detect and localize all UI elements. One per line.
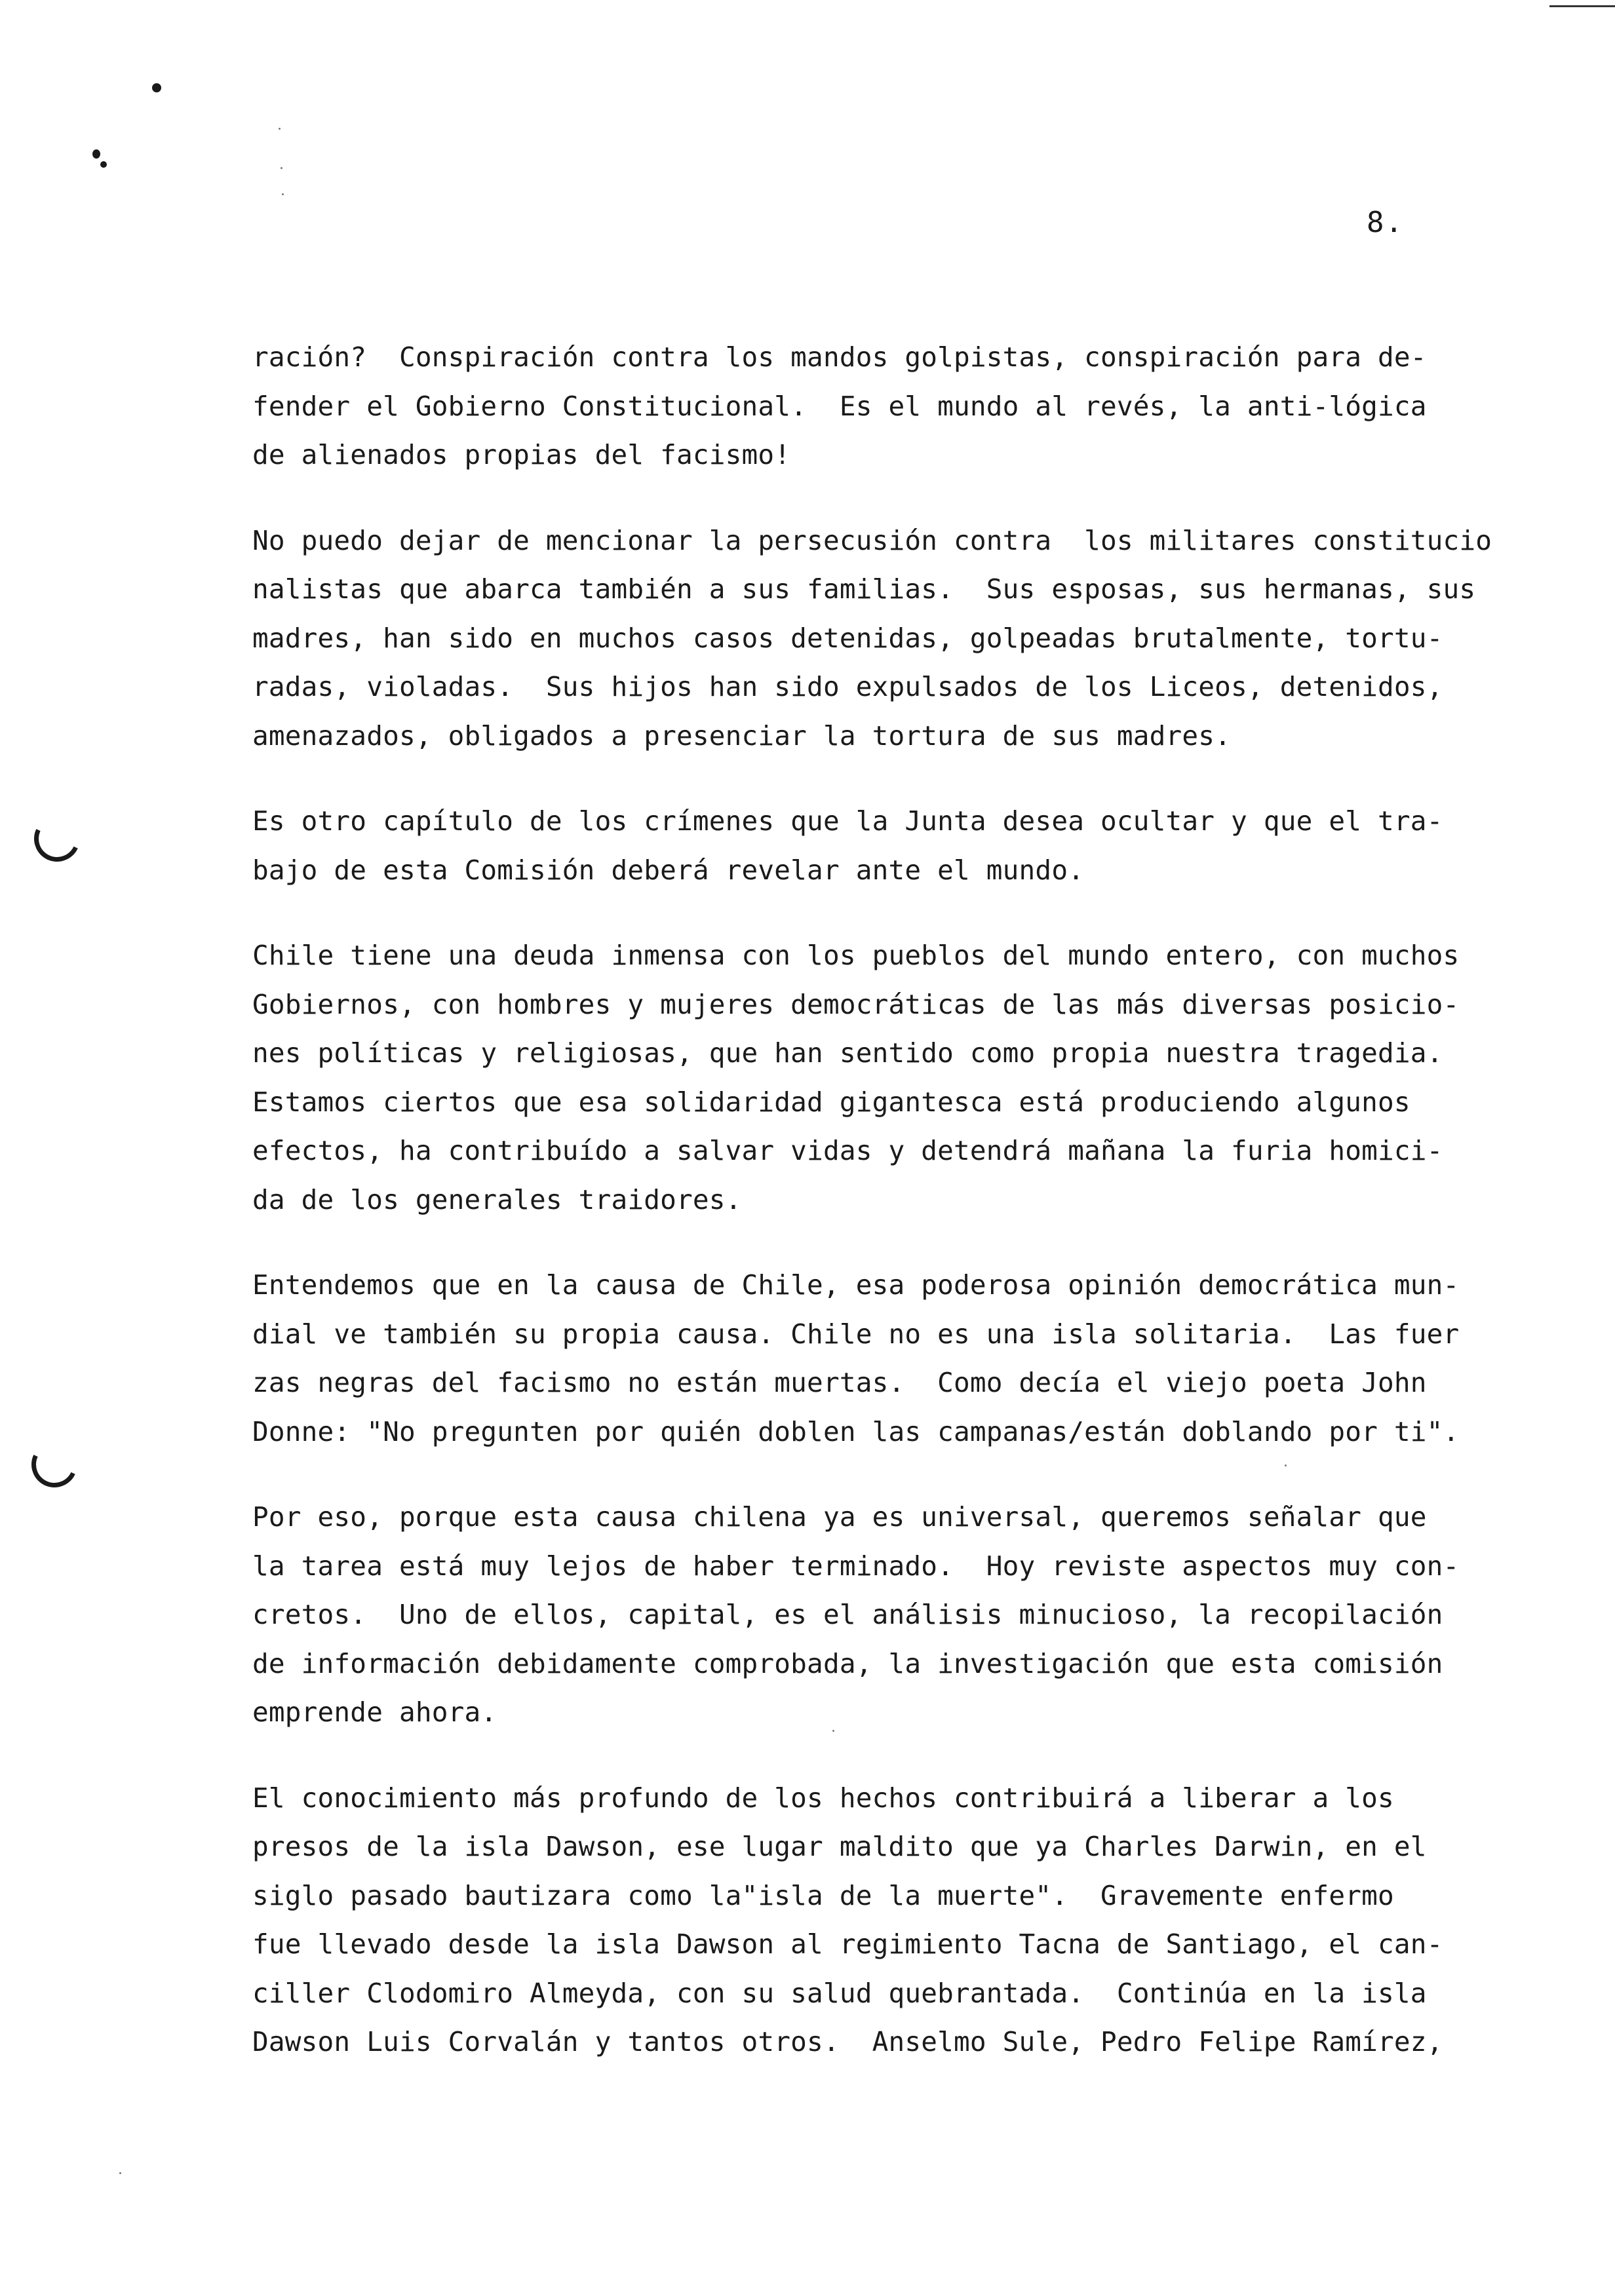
text-line: da de los generales traidores. — [252, 1183, 742, 1215]
text-line: de alienados propias del facismo! — [252, 439, 791, 470]
paragraph — [252, 1493, 1517, 1737]
ink-dot — [100, 161, 107, 168]
text-line: No puedo dejar de mencionar la persecusión contra los militares constitucio — [252, 524, 1492, 556]
paragraph — [252, 1261, 1517, 1456]
text-line: presos de la isla Dawson, ese lugar maldito que ya Charles Darwin, en el — [252, 1831, 1427, 1862]
text-line: Chile tiene una deuda inmensa con los pueblos del mundo entero, con muchos — [252, 940, 1460, 971]
text-line: la tarea está muy lejos de haber terminado. Hoy reviste aspectos muy con- — [252, 1550, 1460, 1582]
text-line: ración? Conspiración contra los mandos golpistas, conspiración para de- — [252, 341, 1427, 373]
page-number: 8. — [1367, 206, 1404, 239]
ink-dot — [152, 83, 161, 92]
punch-hole-mark — [28, 809, 87, 868]
paragraph — [252, 333, 1517, 480]
text-line: siglo pasado bautizara como la"isla de la muerte". Gravemente enfermo — [252, 1879, 1394, 1911]
paragraph — [252, 1774, 1517, 2067]
body-text — [252, 333, 1517, 2103]
text-line: madres, han sido en muchos casos detenidas, golpeadas brutalmente, tortu- — [252, 622, 1443, 654]
text-line: ciller Clodomiro Almeyda, con su salud quebrantada. Continúa en la isla — [252, 1977, 1427, 2009]
paragraph — [252, 931, 1517, 1224]
text-line: Dawson Luis Corvalán y tantos otros. Anselmo Sule, Pedro Felipe Ramírez, — [252, 2026, 1443, 2057]
text-line: fue llevado desde la isla Dawson al regimiento Tacna de Santiago, el can- — [252, 1928, 1443, 1960]
scan-speck — [279, 128, 281, 130]
text-line: Por eso, porque esta causa chilena ya es universal, queremos señalar que — [252, 1501, 1427, 1533]
text-line: zas negras del facismo no están muertas. Como decía el viejo poeta John — [252, 1367, 1427, 1398]
scan-speck — [281, 167, 282, 169]
text-line: radas, violadas. Sus hijos han sido expulsados de los Liceos, detenidos, — [252, 671, 1443, 702]
text-line: bajo de esta Comisión deberá revelar ante el mundo. — [252, 854, 1085, 886]
text-line: Gobiernos, con hombres y mujeres democráticas de las más diversas posicio- — [252, 988, 1460, 1020]
text-line: cretos. Uno de ellos, capital, es el análisis minucioso, la recopilación — [252, 1599, 1443, 1630]
scan-speck — [119, 2172, 121, 2174]
text-line: amenazados, obligados a presenciar la tortura de sus madres. — [252, 719, 1232, 752]
text-line: Donne: "No pregunten por quién doblen las campanas/están doblando por ti". — [252, 1415, 1460, 1447]
paragraph — [252, 797, 1517, 894]
punch-hole-mark — [25, 1435, 84, 1494]
paragraph — [252, 516, 1517, 761]
text-line: El conocimiento más profundo de los hechos contribuirá a liberar a los — [252, 1782, 1394, 1814]
text-line: efectos, ha contribuído a salvar vidas y detendrá mañana la furia homici- — [252, 1135, 1443, 1166]
scan-edge-mark — [1549, 5, 1615, 7]
text-line: de información debidamente comprobada, la investigación que esta comisión — [252, 1647, 1443, 1679]
text-line: Estamos ciertos que esa solidaridad gigantesca está produciendo algunos — [252, 1086, 1411, 1118]
text-line: fender el Gobierno Constitucional. Es el mundo al revés, la anti-lógica — [252, 390, 1427, 422]
scan-speck — [282, 193, 284, 195]
text-line: nalistas que abarca también a sus familias. Sus esposas, sus hermanas, sus — [252, 573, 1476, 605]
text-line: emprende ahora. — [252, 1696, 497, 1728]
text-line: Entendemos que en la causa de Chile, esa poderosa opinión democrática mun- — [252, 1269, 1460, 1301]
ink-dot — [92, 149, 100, 159]
text-line: Es otro capítulo de los crímenes que la Junta desea ocultar y que el tra- — [252, 805, 1443, 837]
text-line: dial ve también su propia causa. Chile no es una isla solitaria. Las fuer — [252, 1318, 1460, 1350]
text-line: nes políticas y religiosas, que han sentido como propia nuestra tragedia. — [252, 1037, 1443, 1069]
